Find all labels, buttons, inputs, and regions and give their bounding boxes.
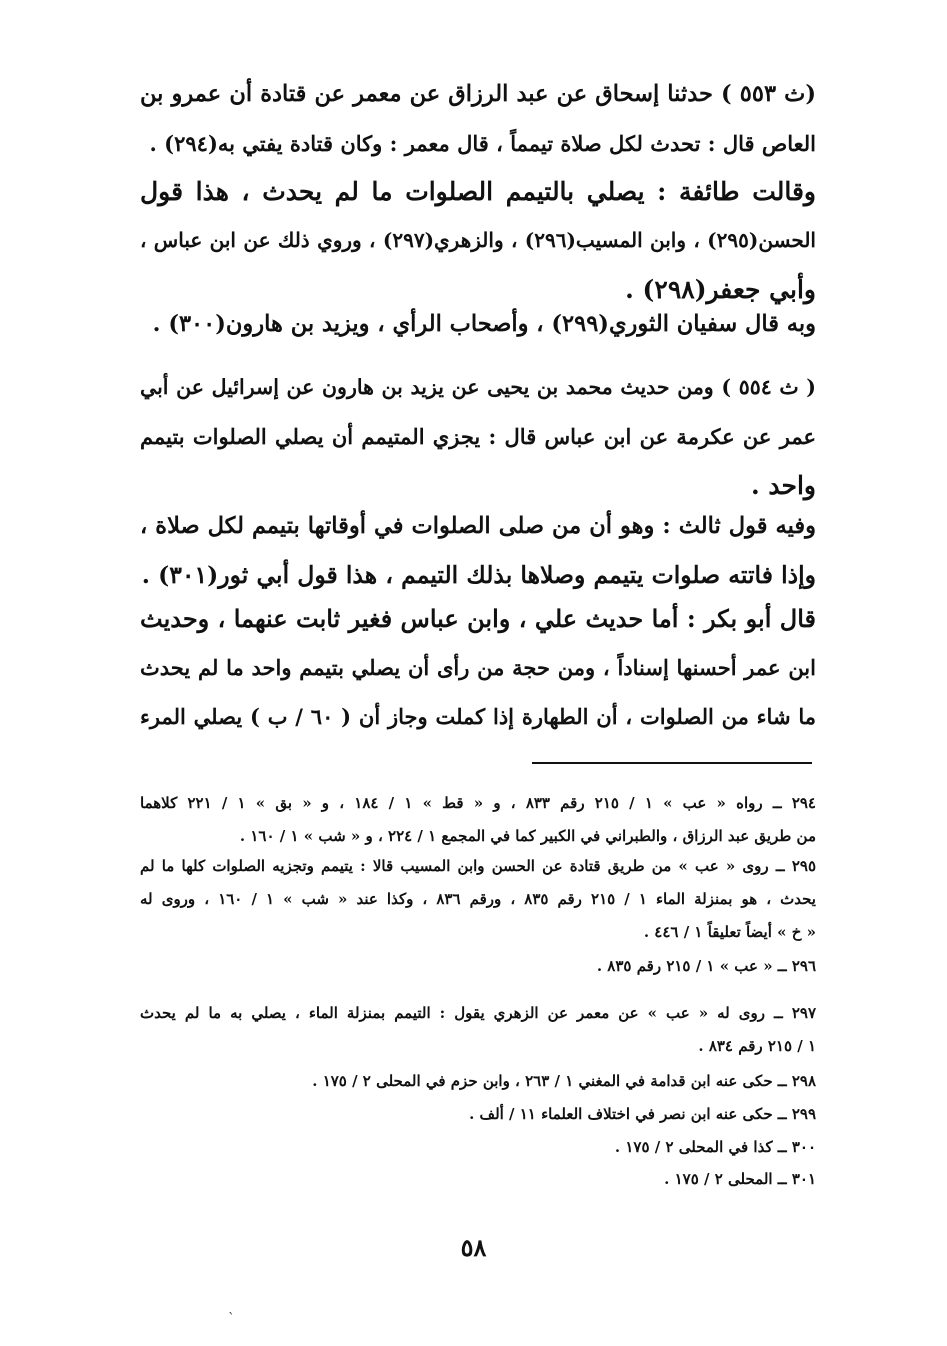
footnote-line: ٢٩٥ ــ روى « عب » من طريق قتادة عن الحسن وابن المسيب قالا : يتيمم وتجزيه الصلوات كلها ما لم bbox=[140, 857, 816, 875]
text-line: وفيه قول ثالث : وهو أن من صلى الصلوات في أوقاتها بتيمم لكل صلاة ، bbox=[140, 513, 816, 539]
text-line: وبه قال سفيان الثوري(٢٩٩) ، وأصحاب الرأي ، ويزيد بن هارون(٣٠٠) . bbox=[152, 311, 816, 337]
footnote-line: ٣٠١ ــ المحلى ٢ / ١٧٥ . bbox=[664, 1170, 816, 1188]
footnote-line: يحدث ، هو بمنزلة الماء ١ / ٢١٥ رقم ٨٣٥ ، ورقم ٨٣٦ ، وكذا عند « شب » ١ / ١٦٠ ، وروى له bbox=[140, 890, 816, 908]
text-line: وقالت طائفة : يصلي بالتيمم الصلوات ما لم يحدث ، هذا قول bbox=[140, 177, 816, 206]
footnote-line: ٣٠٠ ــ كذا في المحلى ٢ / ١٧٥ . bbox=[614, 1138, 816, 1156]
footnote-line: « خ » أيضاً تعليقاً ١ / ٤٤٦ . bbox=[643, 923, 816, 941]
text-line: ( ث ٥٥٤ ) ومن حديث محمد بن يحيى عن يزيد بن هارون عن إسرائيل عن أبي bbox=[140, 375, 816, 399]
footnote-line: ٢٩٤ ــ رواه « عب » ١ / ٢١٥ رقم ٨٣٣ ، و « قط » ١ / ١٨٤ ، و « بق » ١ / ٢٢١ كلاهما bbox=[140, 794, 816, 812]
text-line: العاص قال : تحدث لكل صلاة تيمماً ، قال معمر : وكان قتادة يفتي به(٢٩٤) . bbox=[149, 131, 816, 156]
paragraph-abu-bakr bbox=[140, 594, 816, 741]
text-line: واحد . bbox=[750, 471, 816, 500]
footnote-299 bbox=[140, 1098, 816, 1131]
scan-speck: ˋ bbox=[228, 1311, 235, 1327]
footnote-296 bbox=[140, 950, 816, 983]
text-line: الحسن(٢٩٥) ، وابن المسيب(٢٩٦) ، والزهري(٢٩٧) ، وروي ذلك عن ابن عباس ، bbox=[140, 228, 816, 252]
footnote-line: ٢٩٦ ــ « عب » ١ / ٢١٥ رقم ٨٣٥ . bbox=[596, 957, 816, 975]
footnote-298 bbox=[140, 1065, 816, 1098]
text-line: وإذا فاتته صلوات يتيمم وصلاها بذلك التيمم ، هذا قول أبي ثور(٣٠١) . bbox=[141, 561, 816, 589]
paragraph-third-opinion bbox=[140, 502, 816, 600]
footnote-300 bbox=[140, 1131, 816, 1164]
page-number: ٥٨ bbox=[460, 1233, 487, 1262]
footnote-line: ٢٩٧ ــ روى له « عب » عن معمر عن الزهري يقول : التيمم بمنزلة الماء ، يصلي به ما لم يحدث bbox=[140, 1004, 816, 1022]
text-line: قال أبو بكر : أما حديث علي ، وابن عباس فغير ثابت عنهما ، وحديث bbox=[140, 604, 816, 633]
footnote-line: من طريق عبد الرزاق ، والطبراني في الكبير كما في المجمع ١ / ٢٢٤ ، و « شب » ١ / ١٦٠ . bbox=[239, 827, 816, 845]
text-line: عمر عن عكرمة عن ابن عباس قال : يجزي المتيمم أن يصلي الصلوات بتيمم bbox=[140, 424, 816, 449]
paragraph-hadith-553 bbox=[140, 70, 816, 168]
footnote-295 bbox=[140, 850, 816, 949]
paragraph-hadith-554 bbox=[140, 363, 816, 510]
text-line: ابن عمر أحسنها إسناداً ، ومن حجة من رأى أن يصلي بتيمم واحد ما لم يحدث bbox=[140, 655, 816, 680]
footnote-294 bbox=[140, 787, 816, 853]
footnote-line: ٢٩٨ ــ حكى عنه ابن قدامة في المغني ١ / ٢٦٣ ، وابن حزم في المحلى ٢ / ١٧٥ . bbox=[312, 1072, 816, 1090]
paragraph-sufyan bbox=[140, 300, 816, 349]
footnote-301 bbox=[140, 1163, 816, 1196]
footnote-separator bbox=[532, 762, 812, 764]
text-line: ما شاء من الصلوات ، أن الطهارة إذا كملت وجاز أن ( ٦٠ / ب ) يصلي المرء bbox=[140, 704, 816, 729]
text-line: (ث ٥٥٣ ) حدثنا إسحاق عن عبد الرزاق عن معمر عن قتادة أن عمرو بن bbox=[140, 81, 816, 107]
footnote-297 bbox=[140, 997, 816, 1063]
paragraph-second-opinion bbox=[140, 167, 816, 314]
footnote-line: ٢٩٩ ــ حكى عنه ابن نصر في اختلاف العلماء ١١ / ألف . bbox=[469, 1105, 816, 1123]
text-line: وأبي جعفر(٢٩٨) . bbox=[625, 275, 816, 304]
footnote-line: ١ / ٢١٥ رقم ٨٣٤ . bbox=[698, 1037, 816, 1055]
